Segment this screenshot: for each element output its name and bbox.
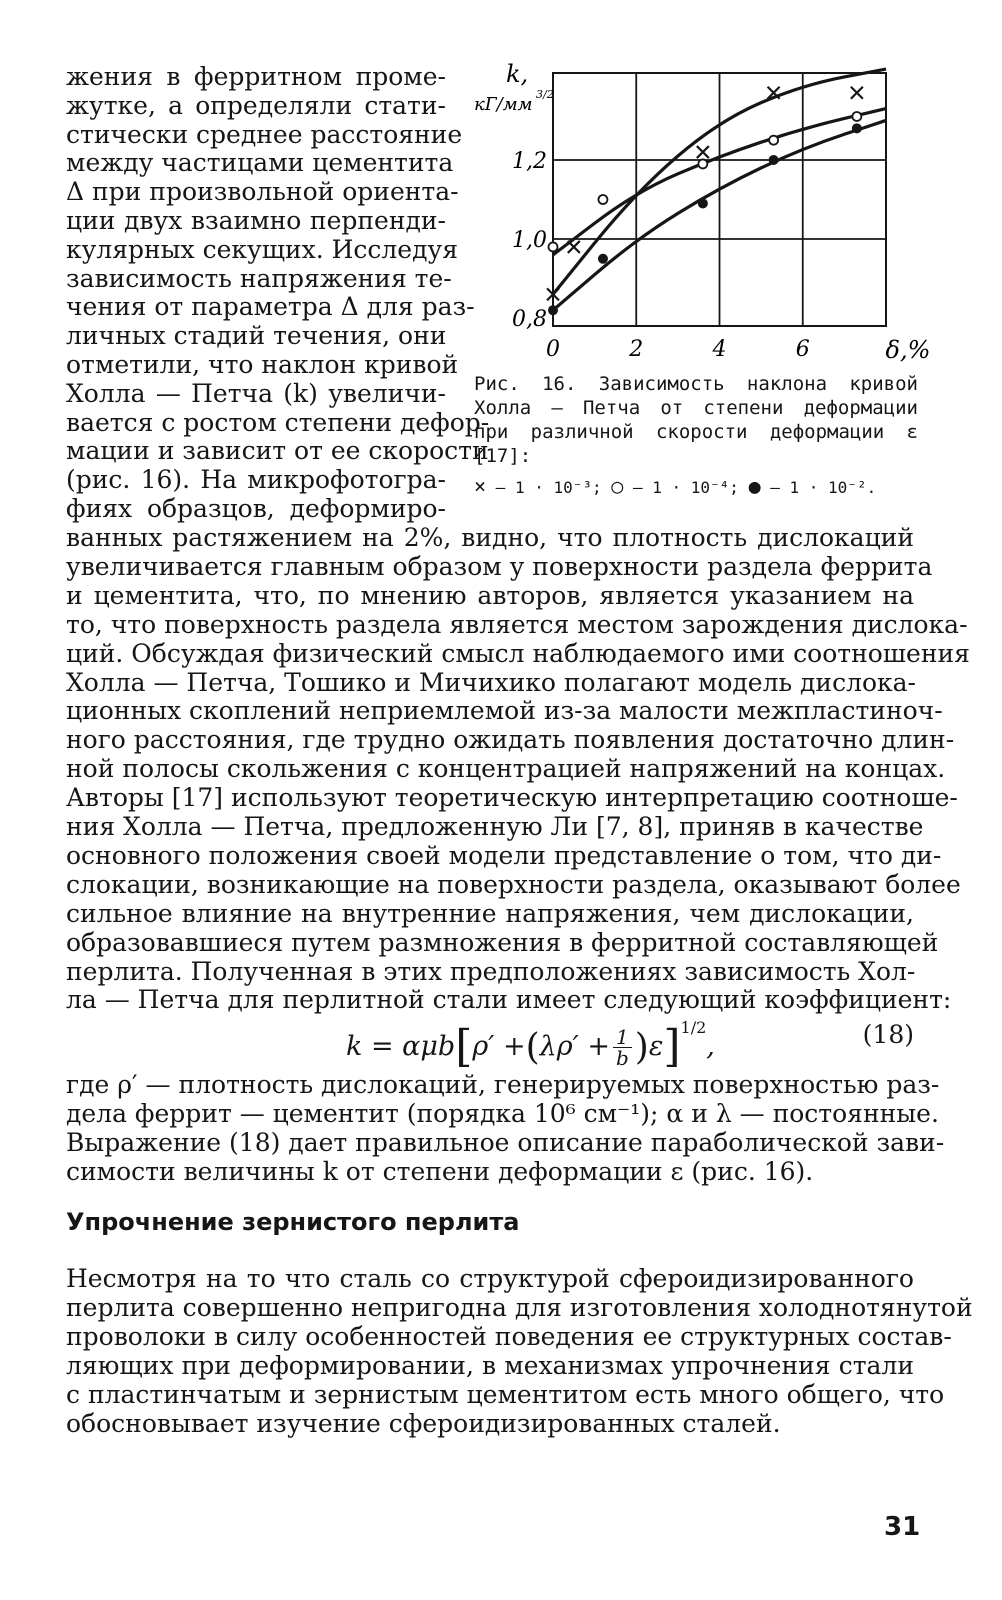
data-point-circle [698, 159, 707, 168]
y-tick-label: 1,0 [512, 228, 547, 254]
formula-tail: , [706, 1031, 715, 1062]
legend-symbol: ○ [611, 474, 624, 498]
text-line: ния Холла — Петча, предложенную Ли [7, 8], приняв в качестве [66, 812, 924, 841]
text-line: ции двух взаимно перпенди- [66, 206, 446, 235]
data-point-dot [852, 123, 862, 133]
formula-rho: ρ′ + [472, 1031, 526, 1062]
text-line: обосновывает изучение сфероидизированных сталей. [66, 1408, 781, 1438]
text-line: жения в ферритном проме- [66, 62, 446, 91]
text-line: отметили, что наклон кривой [66, 350, 459, 379]
data-point-cross [851, 87, 863, 99]
formula-expression [346, 1018, 715, 1072]
data-point-dot [698, 198, 708, 208]
y-tick-label: 1,2 [512, 148, 547, 174]
legend-symbol: × [474, 474, 487, 498]
data-point-cross [697, 146, 709, 158]
caption-line: [17]: [474, 445, 532, 467]
text-line: Выражение (18) дает правильное описание параболической зави- [66, 1127, 945, 1157]
text-line: с пластинчатым и зернистым цементитом есть много общего, что [66, 1379, 945, 1409]
formula-fraction [613, 1027, 632, 1068]
text-line: стически среднее расстояние [66, 119, 463, 149]
legend-text: — 1 · 10⁻³; [486, 478, 612, 497]
text-line: Холла — Петча (k) увеличи- [66, 378, 446, 408]
section-heading: Упрочнение зернистого перлита [66, 1208, 520, 1236]
x-tick-label: 4 [712, 337, 727, 362]
text-line: ванных растяжением на 2%, видно, что плотность дислокаций [66, 523, 914, 552]
formula-lambda-rho: λρ′ + [539, 1031, 610, 1062]
text-line: Авторы [17] используют теоретическую интерпретацию соотноше- [66, 783, 958, 813]
formula-paren-open: ( [525, 1027, 540, 1068]
data-point-circle [598, 195, 607, 204]
chart-svg [466, 58, 931, 373]
text-line: то, что поверхность раздела является местом зарождения дислока- [66, 609, 968, 639]
text-line: фиях образцов, деформиро- [66, 494, 446, 523]
data-point-dot [598, 254, 608, 264]
formula-exponent: 1/2 [680, 1018, 707, 1037]
text-line: перлита. Полученная в этих предположениях зависимость Хол- [66, 956, 916, 986]
text-line: кулярных секущих. Исследуя [66, 234, 458, 264]
page-number: 31 [884, 1512, 921, 1542]
formula-bracket-open: [ [455, 1021, 473, 1072]
data-point-dot [769, 155, 779, 165]
formula-lhs: k = αμb [346, 1031, 456, 1062]
formula-frac-num: 1 [613, 1027, 632, 1048]
x-tick-label: 2 [629, 337, 644, 362]
x-axis-label: δ,% [885, 336, 931, 364]
text-line: (рис. 16). На микрофотогра- [66, 465, 446, 495]
caption-legend [474, 474, 918, 500]
formula-eps: ε [648, 1031, 664, 1062]
data-point-circle [769, 136, 778, 145]
text-line: мации и зависит от ее скорости [66, 436, 489, 466]
text-line: основного положения своей модели представление о том, что ди- [66, 840, 942, 870]
formula-18 [66, 1010, 914, 1072]
text-line: и цементита, что, по мнению авторов, является указанием на [66, 580, 914, 610]
text-line: Δ при произвольной ориента- [66, 177, 459, 207]
text-line: ла — Петча для перлитной стали имеет следующий коэффициент: [66, 985, 952, 1015]
text-line: перлита совершенно непригодна для изготовления холоднотянутой [66, 1292, 973, 1322]
legend-text: — 1 · 10⁻⁴; [623, 478, 749, 497]
legend-symbol: ● [748, 474, 761, 498]
y-axis-label: k, [506, 60, 529, 88]
formula-bracket-close: ] [663, 1021, 681, 1072]
caption-line: при различной скорости деформации ε [474, 421, 918, 443]
formula-number: (18) [862, 1020, 914, 1049]
data-point-cross [568, 241, 580, 253]
formula-paren-close: ) [634, 1027, 649, 1068]
data-point-circle [852, 112, 861, 121]
text-line: жутке, а определяли стати- [66, 90, 446, 120]
x-tick-label: 0 [546, 337, 560, 362]
text-line: слокации, возникающие на поверхности раздела, оказывают более [66, 869, 961, 899]
figure-16 [466, 58, 931, 373]
text-line: чения от параметра Δ для раз- [66, 292, 475, 322]
text-line: ной полосы скольжения с концентрацией напряжений на концах. [66, 754, 946, 784]
y-axis-unit-exponent: 3/2 [536, 88, 554, 101]
x-tick-label: 6 [795, 337, 810, 362]
text-line: образовавшиеся путем размножения в ферритной составляющей [66, 927, 939, 957]
text-line: ционных скоплений неприемлемой из-за малости межпластиноч- [66, 696, 943, 726]
text-line: зависимость напряжения те- [66, 263, 452, 293]
text-line: симости величины k от степени деформации ε (рис. 16). [66, 1156, 814, 1186]
text-line: вается с ростом степени дефор- [66, 407, 490, 437]
data-point-circle [549, 242, 558, 251]
caption-line: Рис. 16. Зависимость наклона кривой [474, 373, 918, 395]
formula-frac-den: b [615, 1046, 629, 1070]
text-line: личных стадий течения, они [66, 321, 447, 351]
y-tick-label: 0,8 [512, 307, 547, 333]
text-line: между частицами цементита [66, 148, 454, 178]
text-line: Несмотря на то что сталь со структурой сфероидизированного [66, 1264, 914, 1293]
legend-text: — 1 · 10⁻². [760, 478, 877, 497]
text-line: ций. Обсуждая физический смысл наблюдаемого ими соотношения [66, 638, 970, 668]
text-line: сильное влияние на внутренние напряжения, чем дислокации, [66, 898, 914, 928]
y-axis-unit: кГ/мм [474, 94, 533, 115]
text-line: где ρ′ — плотность дислокаций, генерируемых поверхностью раз- [66, 1070, 940, 1099]
text-line: увеличивается главным образом у поверхности раздела феррита [66, 551, 933, 581]
text-line: дела феррит — цементит (порядка 10⁶ см⁻¹); α и λ — постоянные. [66, 1098, 939, 1128]
text-line: ляющих при деформировании, в механизмах упрочнения стали [66, 1350, 914, 1380]
data-point-dot [548, 305, 558, 315]
text-line: ного расстояния, где трудно ожидать появления достаточно длин- [66, 725, 955, 755]
text-line: Холла — Петча, Тошико и Мичихико полагают модель дислока- [66, 667, 916, 697]
caption-line: Холла — Петча от степени деформации [474, 397, 918, 419]
text-line: проволоки в силу особенностей поведения ее структурных состав- [66, 1321, 952, 1351]
